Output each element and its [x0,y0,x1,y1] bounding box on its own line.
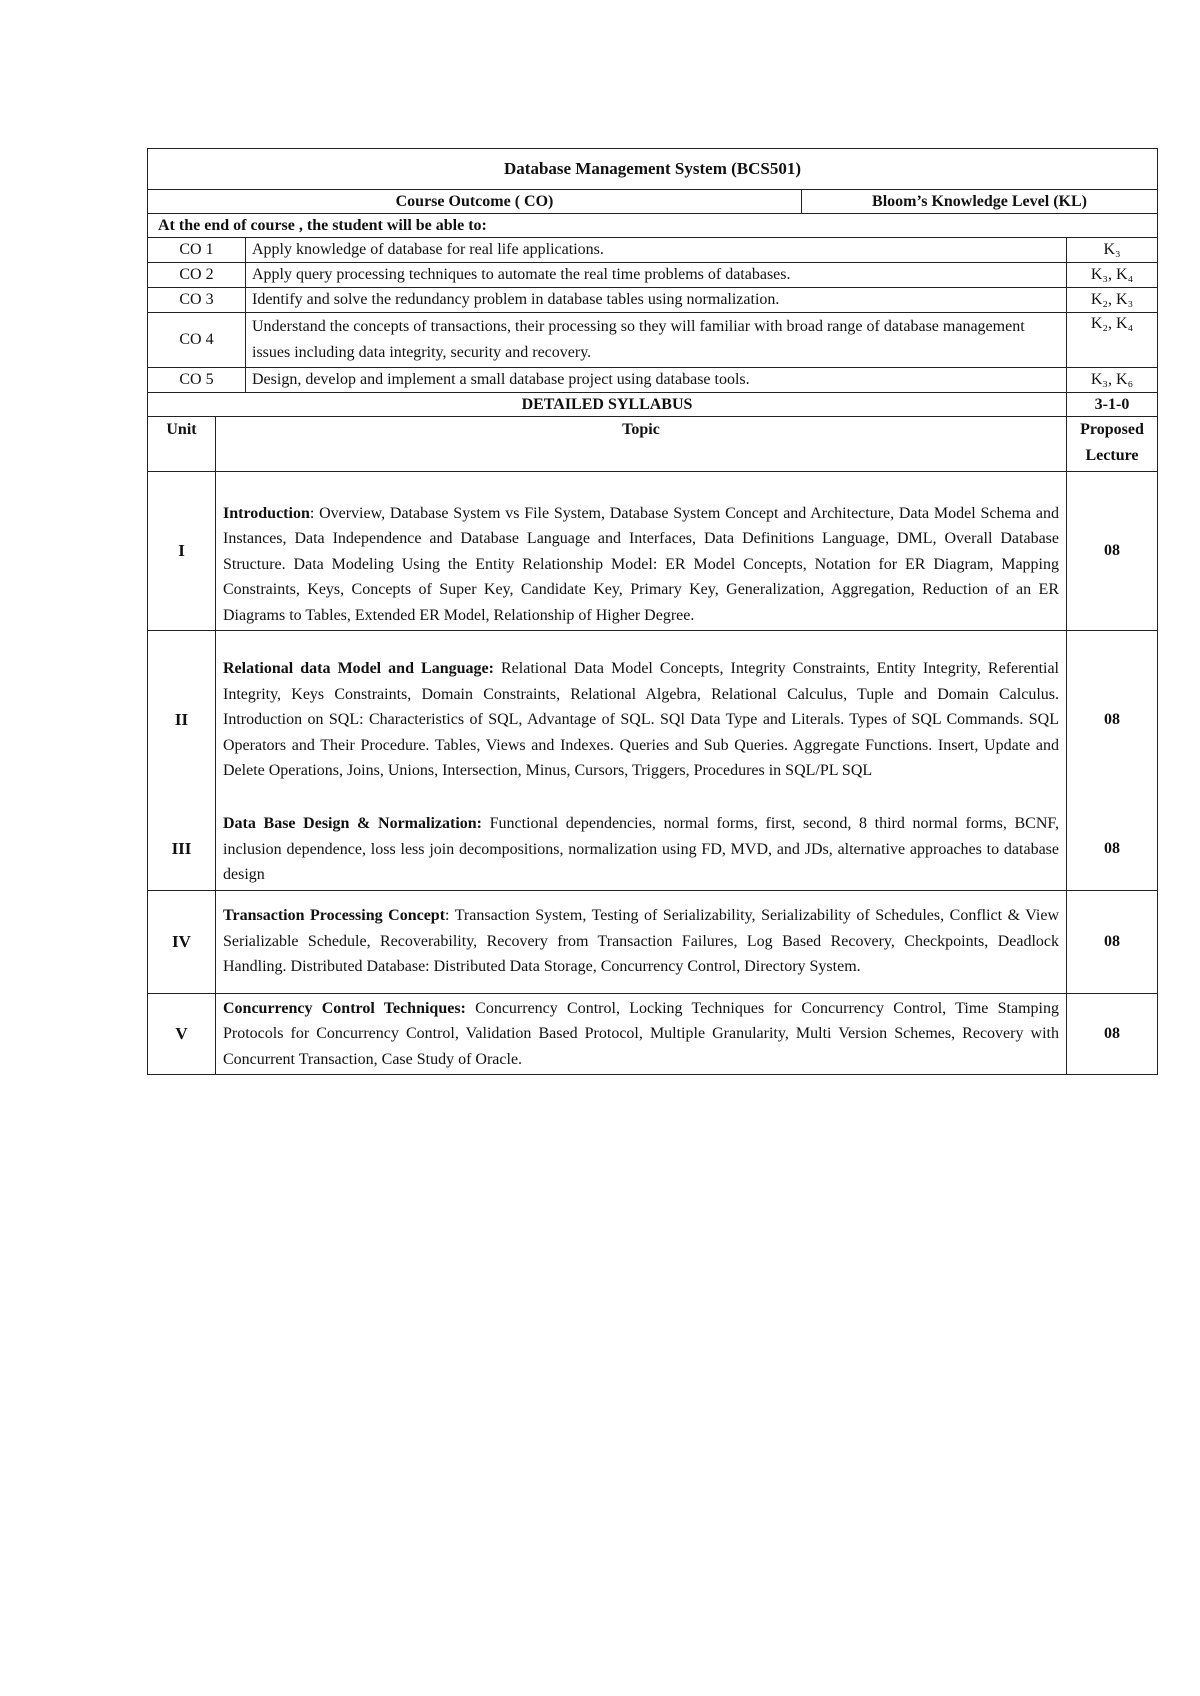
topic-heading: Transaction Processing Concept [223,907,446,925]
kl-column-header: Bloom’s Knowledge Level (KL) [802,190,1158,214]
co-id: CO 5 [148,368,246,393]
topic-column-header: Topic [216,417,1067,472]
co-header-row [148,190,1158,214]
unit-lectures: 08 [1067,993,1158,1075]
unit-topic [216,809,1067,890]
unit-number: V [148,993,216,1075]
co-row [148,313,1158,368]
column-header-row [148,417,1158,472]
topic-body: : Overview, Database System vs File System, Database System Concept and Architecture, Data Model Schema and Instances, Data Independence and Database Language and Interfaces, Data Definitions Language, DML, Overall Database Structure. Data Modeling Using the Entity Relationship Model: ER Model Concepts, Notation for ER Diagram, Mapping Constraints, Keys, Concepts of Super Key, Candidate Key, Primary Key, Generalization, Aggregation, Reduction of an ER Diagrams to Tables, Extended ER Model, Relationship of Higher Degree. [223,504,1059,624]
unit-topic [216,993,1067,1075]
document-title: Database Management System (BCS501) [148,149,1158,190]
co-text: Design, develop and implement a small database project using database tools. [246,368,1067,393]
unit-lectures: 08 [1067,472,1158,631]
co-kl: K₃ [1067,238,1158,263]
unit-lectures: 08 [1067,631,1158,810]
intro-row [148,214,1158,238]
topic-heading: Relational data Model and Language: [223,660,494,678]
unit-row [148,890,1158,993]
unit-number: III [148,809,216,890]
lecture-column-header: Proposed Lecture [1067,417,1158,472]
credits: 3-1-0 [1067,393,1158,417]
co-kl: K₂, K₄ [1067,313,1158,368]
co-kl: K₂, K₃ [1067,288,1158,313]
co-row [148,288,1158,313]
syllabus-header-row [148,393,1158,417]
co-text: Identify and solve the redundancy problem in database tables using normalization. [246,288,1067,313]
topic-body: Concurrency Control, Locking Techniques for Concurrency Control, Time Stamping Protocols for Concurrency Control, Validation Based Protocol, Multiple Granularity, Multi Version Schemes, Recovery with Concurrent Transaction, Case Study of Oracle. [223,999,1059,1068]
topic-body: Functional dependencies, normal forms, first, second, 8 third normal forms, BCNF, inclusion dependence, loss less join decompositions, normalization using FD, MVD, and JDs, alternative approaches to database design [223,815,1059,883]
co-id: CO 3 [148,288,246,313]
unit-number: I [148,472,216,631]
co-text: Apply query processing techniques to automate the real time problems of databases. [246,263,1067,288]
co-id: CO 2 [148,263,246,288]
unit-column-header: Unit [148,417,216,472]
title-row [148,149,1158,190]
co-row [148,263,1158,288]
syllabus-title: DETAILED SYLLABUS [148,393,1067,417]
unit-row [148,631,1158,810]
unit-lectures: 08 [1067,809,1158,890]
unit-row [148,809,1158,890]
co-text: Apply knowledge of database for real life applications. [246,238,1067,263]
syllabus-table [147,148,1158,1075]
topic-heading: Introduction [223,504,310,522]
unit-row [148,472,1158,631]
topic-heading: Concurrency Control Techniques: [223,999,466,1017]
co-id: CO 4 [148,313,246,368]
unit-row [148,993,1158,1075]
topic-body: : Transaction System, Testing of Serializability, Serializability of Schedules, Conflict & View Serializable Schedule, Recoverability, Recovery from Transaction Failures, Log Based Recovery, Checkpoints, Deadlock Handling. Distributed Database: Distributed Data Storage, Concurrency Control, Directory System. [223,907,1060,976]
unit-number: II [148,631,216,810]
co-id: CO 1 [148,238,246,263]
co-kl: K₃, K₄ [1067,263,1158,288]
unit-number: IV [148,890,216,993]
co-row [148,368,1158,393]
topic-body: Relational Data Model Concepts, Integrity Constraints, Entity Integrity, Referential Integrity, Keys Constraints, Domain Constraints, Relational Algebra, Relational Calculus, Tuple and Domain Calculus. Introduction on SQL: Characteristics of SQL, Advantage of SQL. SQl Data Type and Literals. Types of SQL Commands. SQL Operators and Their Procedure. Tables, Views and Indexes. Queries and Sub Queries. Aggregate Functions. Insert, Update and Delete Operations, Joins, Unions, Intersection, Minus, Cursors, Triggers, Procedures in SQL/PL SQL [223,660,1059,780]
co-column-header: Course Outcome ( CO) [148,190,802,214]
topic-heading: Data Base Design & Normalization: [223,815,483,832]
unit-topic [216,472,1067,631]
unit-topic [216,890,1067,993]
co-kl: K₃, K₆ [1067,368,1158,393]
unit-topic [216,631,1067,810]
intro-text: At the end of course , the student will be able to: [148,214,1158,238]
unit-lectures: 08 [1067,890,1158,993]
co-row [148,238,1158,263]
co-text: Understand the concepts of transactions, their processing so they will familiar with broad range of database management issues including data integrity, security and recovery. [246,313,1067,368]
